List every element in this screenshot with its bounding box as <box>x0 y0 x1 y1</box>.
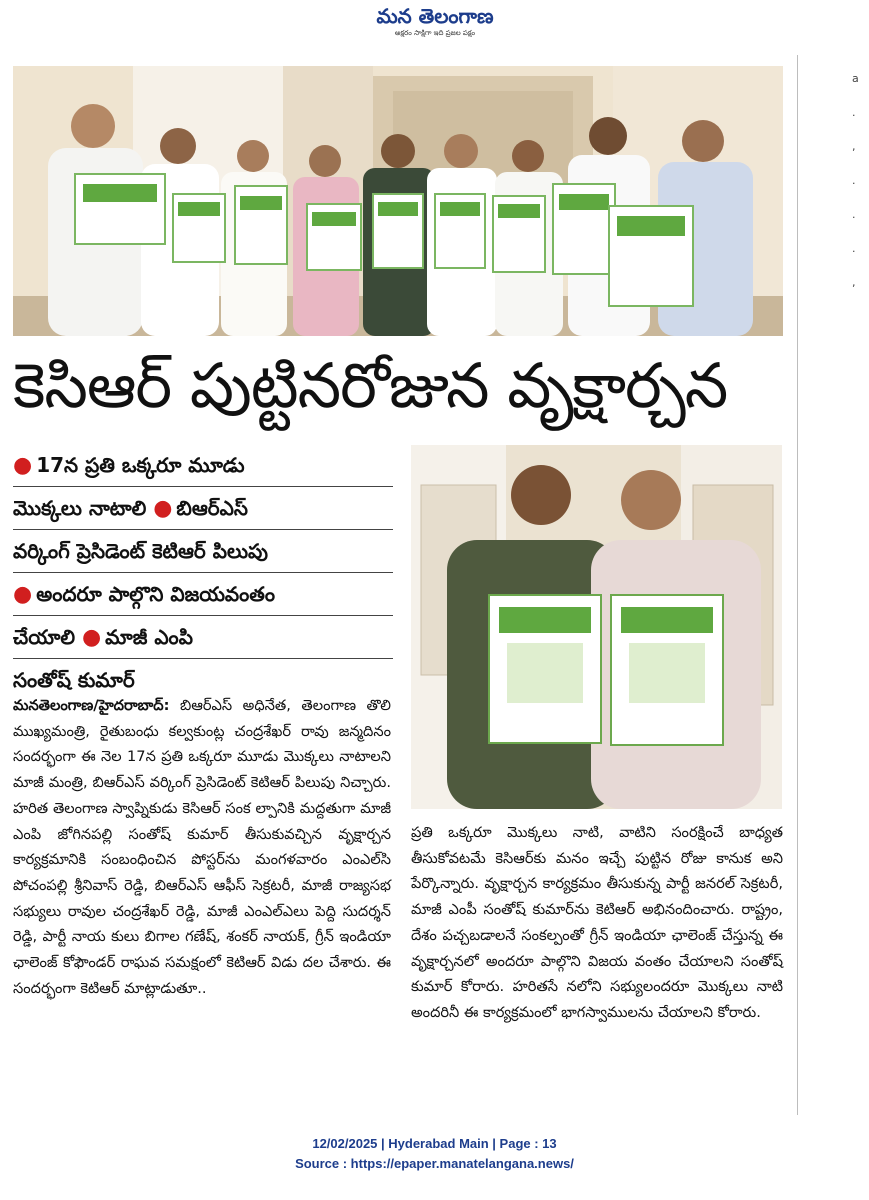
subheadline-line: చేయాలి ● మాజీ ఎంపి <box>13 616 393 659</box>
article-body-left-column <box>13 693 391 1113</box>
source-link[interactable]: Source : https://epaper.manatelangana.news/ <box>295 1156 574 1171</box>
group-photo-poster-release <box>13 66 783 336</box>
bullet-icon: ● <box>13 582 33 607</box>
bullet-icon: ● <box>153 496 173 521</box>
page-footer <box>0 1134 869 1174</box>
dateline: మనతెలంగాణ/హైదరాబాద్: <box>13 697 170 714</box>
logo-tagline: అక్షరం సాక్షిగా ఇది ప్రజల పక్షం <box>394 29 476 37</box>
subheadline-line: వర్కింగ్ ప్రెసిడెంట్ కెటిఆర్ పిలుపు <box>13 530 393 573</box>
subheadline-line: సంతోష్ కుమార్ <box>13 668 135 692</box>
photo-two-leaders-with-posters <box>411 445 782 809</box>
edition-info: 12/02/2025 | Hyderabad Main | Page : 13 <box>312 1136 557 1151</box>
body-text: ప్రతి ఒక్కరూ మొక్కలు నాటి, వాటిని సంరక్షించే బాధ్యత తీసుకోవటమే కెసిఆర్‌కు మనం ఇచ్చే పుట్టిన రోజు కానుక అని పేర్కొన్నారు. వృక్షార్చన కార్యక్రమం తీసుకున్న పార్టీ జనరల్ సెక్రటరీ, మాజీ ఎంపీ సంతోష్ కుమార్‌ను కెటిఆర్ అభినందించారు. రాష్ట్రం, దేశం పచ్చబడాలనే సంకల్పంతో గ్రీన్ ఇండియా ఛాలెంజ్ చేస్తున్న ఈ వృక్షార్చనలో అందరూ పాల్గొని విజయ వంతం చేయాలని సంతోష్ కుమార్ కోరారు. హరితసే నలోని సభ్యులందరూ మొక్కలు నాటి అందరినీ ఈ కార్యక్రమంలో భాగస్వాములను చేయాలని కోరారు. <box>411 824 783 1021</box>
body-text: బిఆర్ఎస్ అధినేత, తెలంగాణ తొలి ముఖ్యమంత్రి, రైతుబంధు కల్వకుంట్ల చంద్రశేఖర్ రావు జన్మదినం సందర్భంగా ఈ నెల 17న ప్రతి ఒక్కరూ మూడు మొక్కలు నాటాలని మాజీ మంత్రి, బిఆర్ఎస్ వర్కింగ్ ప్రెసిడెంట్ కెటిఆర్ పిలుపు నిచ్చారు. హరిత తెలంగాణ స్వాప్నికుడు కెసిఆర్ సంక ల్పానికి మద్దతుగా మాజీ ఎంపి జోగినపల్లి సంతోష్ కుమార్ తీసుకువచ్చిన వృక్షార్చన కార్యక్రమానికి సంబంధించిన పోస్టర్‌ను మంగళవారం ఎంఎల్‌సి పోచంపల్లి శ్రీనివాస్ రెడ్డి, బిఆర్ఎస్ ఆఫీస్ సెక్రటరీ, మాజీ రాజ్యసభ సభ్యులు రావుల చంద్రశేఖర్ రెడ్డి, మాజీ ఎంఎల్‌ఎలు పెద్ది సుదర్శన్ రెడ్డి, పార్టీ నాయ కులు బిగాల గణేష్, శంకర్ నాయక్, గ్రీన్ ఇండియా ఛాలెంజ్ కోఫౌండర్ రాఘవ సమక్షంలో కెటిఆర్ విడు దల చేశారు. ఈ సందర్భంగా కెటిఆర్ మాట్లాడుతూ.. <box>13 697 391 997</box>
article-body-right-column <box>411 820 783 1110</box>
subheadline-line: ● 17న ప్రతి ఒక్కరూ మూడు <box>13 444 393 487</box>
subheadline-line: ● అందరూ పాల్గొని విజయవంతం <box>13 573 393 616</box>
adjacent-article-edge: a . , . . . , <box>852 72 859 289</box>
masthead <box>0 0 869 46</box>
newspaper-logo <box>360 4 510 28</box>
article-headline: కెసిఆర్ పుట్టినరోజున వృక్షార్చన <box>13 349 728 422</box>
bullet-icon: ● <box>81 625 102 650</box>
logo-text: మన తెలంగాణ <box>376 4 494 28</box>
bullet-icon: ● <box>13 453 33 478</box>
subheadline-block <box>13 444 393 701</box>
subheadline-line: మొక్కలు నాటాలి ● బిఆర్ఎస్ <box>13 487 393 530</box>
